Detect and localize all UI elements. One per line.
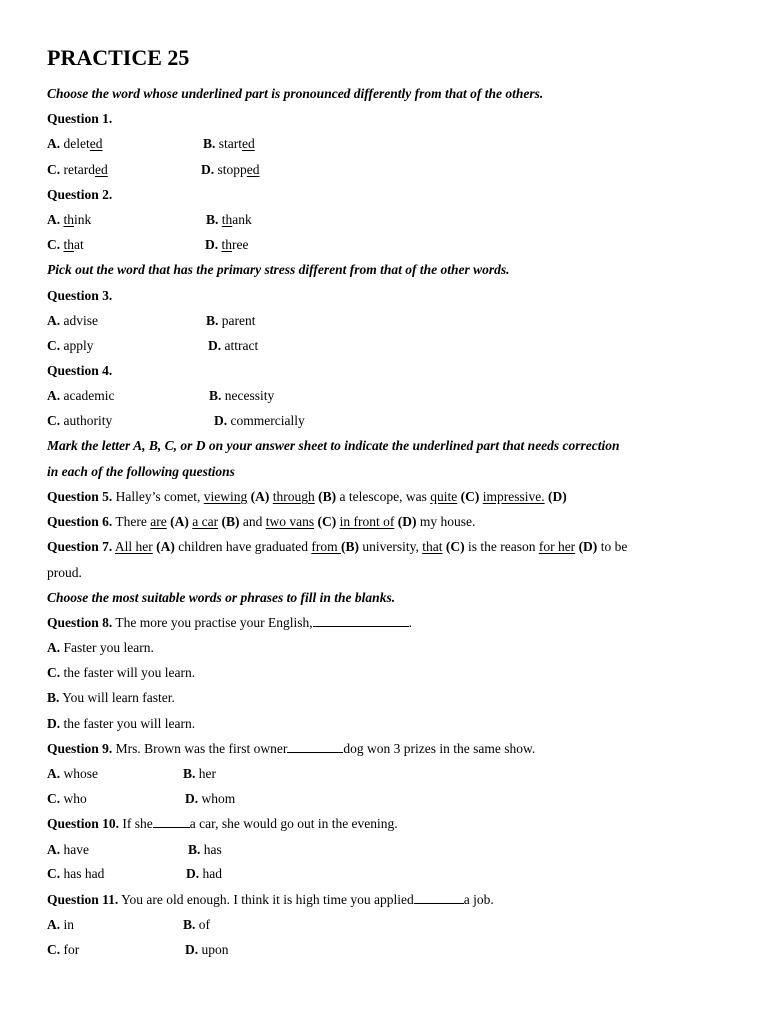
question-1-heading: Question 1. bbox=[47, 111, 113, 126]
question-3-option-a: A. advise bbox=[47, 313, 98, 328]
text-segment: ink bbox=[74, 212, 92, 227]
question-11-option-a: A. in bbox=[47, 917, 75, 932]
question-6 bbox=[47, 514, 475, 530]
question-9-option-a: A. whose bbox=[47, 766, 98, 781]
question-10-option-b: B. has bbox=[188, 842, 222, 857]
option-marker: (C) bbox=[314, 514, 340, 529]
question-3-option-d: D. attract bbox=[208, 338, 259, 353]
question-11-option-d: D. upon bbox=[185, 942, 229, 957]
answer-blank bbox=[313, 615, 409, 627]
question-8-option-b: B. You will learn faster. bbox=[47, 690, 175, 705]
answer-blank bbox=[414, 892, 464, 904]
question-8-option-d: D. the faster you will learn. bbox=[47, 716, 196, 731]
question-6-heading: Question 6. bbox=[47, 514, 113, 529]
instruction-stress: Pick out the word that has the primary stress different from that of the other words. bbox=[47, 262, 510, 277]
question-11-option-c: C. for bbox=[47, 942, 80, 957]
question-9-option-d: D. whom bbox=[185, 791, 236, 806]
question-2-option-c: C. that bbox=[47, 237, 84, 252]
instruction-pronunciation: Choose the word whose underlined part is pronounced differently from that of the others. bbox=[47, 86, 544, 101]
underlined-part: for her bbox=[538, 539, 576, 554]
page-title: PRACTICE 25 bbox=[47, 45, 190, 70]
text-segment: ree bbox=[232, 237, 249, 252]
underlined-part: that bbox=[422, 539, 443, 554]
text-segment: stopp bbox=[214, 162, 247, 177]
question-9: Question 9. Mrs. Brown was the first owner dog won 3 prizes in the same show. bbox=[47, 741, 536, 756]
answer-blank bbox=[153, 816, 190, 828]
question-10-option-c: C. has had bbox=[47, 866, 105, 881]
underlined-part: th bbox=[63, 212, 75, 227]
text-segment: is the reason bbox=[467, 539, 539, 554]
question-1-option-b: B. started bbox=[203, 136, 255, 151]
instruction-error-line-1: Mark the letter A, B, C, or D on your answer sheet to indicate the underlined part that needs correction bbox=[47, 438, 620, 453]
underlined-part: a car bbox=[192, 514, 219, 529]
text-segment: There bbox=[112, 514, 151, 529]
question-2-option-b: B. thank bbox=[206, 212, 252, 227]
question-11-option-b: B. of bbox=[183, 917, 211, 932]
question-2-option-a: A. think bbox=[47, 212, 92, 227]
text-segment: a telescope, was bbox=[339, 489, 431, 504]
question-10: Question 10. If she a car, she would go out in the evening. bbox=[47, 816, 398, 831]
question-5-sentence bbox=[112, 489, 566, 504]
question-7-sentence bbox=[112, 539, 627, 554]
option-marker: (D) bbox=[575, 539, 601, 554]
question-4-option-d: D. commercially bbox=[214, 413, 305, 428]
underlined-part: viewing bbox=[203, 489, 248, 504]
question-1-option-a: A. deleted bbox=[47, 136, 103, 151]
question-1-option-c: C. retarded bbox=[47, 162, 108, 177]
underlined-part: All her bbox=[114, 539, 153, 554]
question-5 bbox=[47, 489, 567, 505]
text-segment: Halley’s comet, bbox=[112, 489, 204, 504]
question-8: Question 8. The more you practise your English, . bbox=[47, 615, 412, 630]
text-segment: university, bbox=[362, 539, 423, 554]
option-marker: (B) bbox=[314, 489, 340, 504]
question-2-option-d: D. three bbox=[205, 237, 249, 252]
question-2-heading: Question 2. bbox=[47, 187, 113, 202]
underlined-part: are bbox=[150, 514, 167, 529]
underlined-part: two vans bbox=[265, 514, 315, 529]
question-7 bbox=[47, 539, 627, 555]
option-marker: (A) bbox=[166, 514, 193, 529]
question-8-option-a: A. Faster you learn. bbox=[47, 640, 154, 655]
text-segment: at bbox=[74, 237, 84, 252]
underlined-part: impressive. bbox=[482, 489, 545, 504]
question-7-continuation: proud. bbox=[47, 565, 82, 580]
underlined-part: ed bbox=[94, 162, 108, 177]
option-marker: (A) bbox=[152, 539, 179, 554]
text-segment: children have graduated bbox=[178, 539, 312, 554]
option-marker: (D) bbox=[394, 514, 420, 529]
question-8-option-c: C. the faster will you learn. bbox=[47, 665, 196, 680]
underlined-part: ed bbox=[246, 162, 260, 177]
text-segment: ank bbox=[232, 212, 252, 227]
question-3-option-c: C. apply bbox=[47, 338, 94, 353]
text-segment: and bbox=[242, 514, 266, 529]
text-segment: my house. bbox=[419, 514, 476, 529]
instruction-fill: Choose the most suitable words or phrases to fill in the blanks. bbox=[47, 590, 396, 605]
underlined-part: th bbox=[221, 237, 233, 252]
question-7-heading: Question 7. bbox=[47, 539, 113, 554]
question-11: Question 11. You are old enough. I think it is high time you applied a job. bbox=[47, 892, 494, 907]
question-9-option-b: B. her bbox=[183, 766, 217, 781]
question-6-sentence bbox=[112, 514, 475, 529]
question-10-option-a: A. have bbox=[47, 842, 89, 857]
question-4-option-c: C. authority bbox=[47, 413, 113, 428]
question-5-heading: Question 5. bbox=[47, 489, 113, 504]
underlined-part: ed bbox=[242, 136, 255, 151]
question-3-heading: Question 3. bbox=[47, 288, 113, 303]
text-segment: to be bbox=[600, 539, 628, 554]
question-1-option-d: D. stopped bbox=[201, 162, 260, 177]
underlined-part: ed bbox=[89, 136, 103, 151]
underlined-part: from bbox=[311, 539, 341, 554]
underlined-part: quite bbox=[430, 489, 458, 504]
question-3-option-b: B. parent bbox=[206, 313, 256, 328]
question-4-option-a: A. academic bbox=[47, 388, 115, 403]
answer-blank bbox=[287, 741, 343, 753]
option-marker: (C) bbox=[457, 489, 483, 504]
option-marker: (C) bbox=[442, 539, 468, 554]
option-marker: (D) bbox=[544, 489, 567, 504]
option-marker: (B) bbox=[218, 514, 243, 529]
underlined-part: in front of bbox=[339, 514, 395, 529]
underlined-part: through bbox=[272, 489, 315, 504]
question-9-option-c: C. who bbox=[47, 791, 87, 806]
option-marker: (B) bbox=[340, 539, 363, 554]
question-4-heading: Question 4. bbox=[47, 363, 113, 378]
question-4-option-b: B. necessity bbox=[209, 388, 275, 403]
option-marker: (A) bbox=[247, 489, 273, 504]
underlined-part: th bbox=[63, 237, 75, 252]
instruction-error-line-2: in each of the following questions bbox=[47, 464, 235, 479]
text-segment: delet bbox=[60, 136, 90, 151]
text-segment: start bbox=[215, 136, 243, 151]
question-10-option-d: D. had bbox=[186, 866, 222, 881]
text-segment: retard bbox=[60, 162, 95, 177]
underlined-part: th bbox=[221, 212, 233, 227]
